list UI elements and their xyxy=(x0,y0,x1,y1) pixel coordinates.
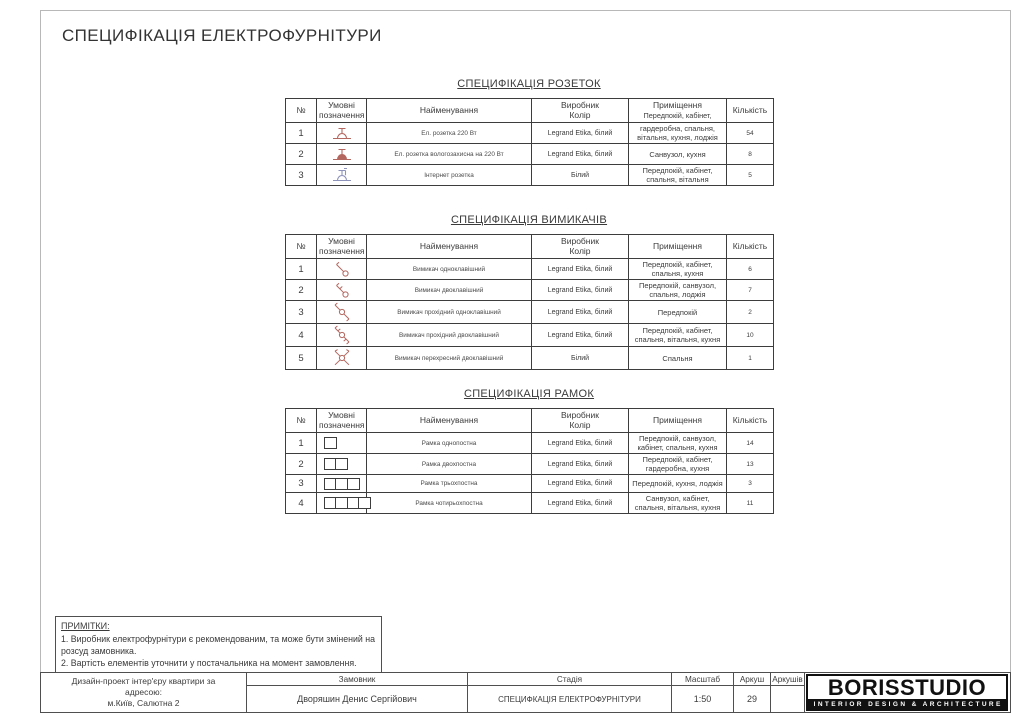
cell-rooms: Передпокій, санвузол, спальня, лоджія xyxy=(629,280,727,301)
cell-name: Вимикач одноклавішний xyxy=(367,259,532,280)
cell-num: 2 xyxy=(286,144,317,165)
col-header-symbol: Умовні позначення xyxy=(317,409,367,433)
sheet-number-label: Аркуш xyxy=(734,673,770,686)
cell-qty: 7 xyxy=(727,280,774,301)
rooms-label: Приміщення xyxy=(653,100,702,111)
cell-num: 1 xyxy=(286,433,317,454)
cell-name: Рамка двохпостна xyxy=(367,454,532,475)
sheets-total-cell xyxy=(771,673,805,712)
cell-maker: Legrand Etika, білий xyxy=(532,324,629,347)
col-header-qty: Кількість xyxy=(727,409,774,433)
cell-name: Ел. розетка 220 Вт xyxy=(367,123,532,144)
sheet-number-cell xyxy=(734,673,771,712)
cell-maker: Legrand Etika, білий xyxy=(532,123,629,144)
cell-symbol xyxy=(317,475,367,493)
table-row xyxy=(286,454,774,475)
cell-qty: 8 xyxy=(727,144,774,165)
cell-symbol xyxy=(317,454,367,475)
cell-maker: Legrand Etika, білий xyxy=(532,144,629,165)
note-item: 1. Виробник електрофурнітури є рекомендованим, та може бути змінений на розсуд замовника. xyxy=(61,633,375,656)
col-header-maker xyxy=(532,99,629,123)
client-cell xyxy=(247,673,468,712)
table-row xyxy=(286,123,774,144)
project-line: Дизайн-проект інтер'єру квартири за xyxy=(71,675,216,686)
frames-table xyxy=(285,408,774,514)
switch-2gang-icon xyxy=(330,281,354,299)
cell-qty: 3 xyxy=(727,475,774,493)
cell-maker: Legrand Etika, білий xyxy=(532,259,629,280)
title-block xyxy=(40,672,1011,713)
cell-rooms: Передпокій, кабінет, гардеробна, кухня xyxy=(629,454,727,475)
col-header-manufacturer: Виробник xyxy=(561,409,599,420)
page-title: СПЕЦИФІКАЦІЯ ЕЛЕКТРОФУРНІТУРИ xyxy=(62,26,382,45)
cell-num: 2 xyxy=(286,280,317,301)
socket-internet-icon xyxy=(330,166,354,184)
sheet-number-value: 29 xyxy=(746,694,757,704)
rooms-overflow-text: Передпокій, кабінет, xyxy=(643,111,712,121)
col-header-maker xyxy=(532,409,629,433)
frames-heading: СПЕЦИФІКАЦІЯ РАМОК xyxy=(463,388,595,400)
cell-num: 1 xyxy=(286,123,317,144)
frame-1post-icon xyxy=(319,437,364,449)
cell-rooms: Передпокій, кабінет, спальня, вітальня, кухня xyxy=(629,324,727,347)
table-row xyxy=(286,475,774,493)
frame-2post-icon xyxy=(319,458,364,470)
cell-name: Рамка трьохпостна xyxy=(367,475,532,493)
socket-waterproof-icon xyxy=(330,145,354,163)
table-row xyxy=(286,324,774,347)
cell-maker: Білий xyxy=(532,347,629,370)
switches-table xyxy=(285,234,774,370)
table-row xyxy=(286,280,774,301)
cell-num: 5 xyxy=(286,347,317,370)
cell-num: 3 xyxy=(286,475,317,493)
cell-symbol xyxy=(317,324,367,347)
sockets-section xyxy=(285,78,773,186)
cell-maker: Legrand Etika, білий xyxy=(532,433,629,454)
cell-rooms: гардеробна, спальня, вітальня, кухня, лоджія xyxy=(629,123,727,144)
sockets-table xyxy=(285,98,774,186)
col-header-name: Найменування xyxy=(367,99,532,123)
col-header-qty: Кількість xyxy=(727,235,774,259)
col-header-name: Найменування xyxy=(367,409,532,433)
cell-name: Вимикач прохідний двоклавішний xyxy=(367,324,532,347)
scale-value: 1:50 xyxy=(693,694,712,704)
cell-rooms: Передпокій, кабінет, спальня, кухня xyxy=(629,259,727,280)
cell-maker: Legrand Etika, білий xyxy=(532,493,629,514)
switch-cross-2gang-icon xyxy=(330,348,354,368)
col-header-manufacturer: Виробник xyxy=(561,235,599,246)
cell-rooms: Передпокій, кабінет, спальня, вітальня xyxy=(629,165,727,186)
notes-title: ПРИМІТКИ: xyxy=(61,621,110,631)
cell-rooms: Санвузол, кабінет, спальня, вітальня, кухня xyxy=(629,493,727,514)
cell-symbol xyxy=(317,165,367,186)
cell-maker: Legrand Etika, білий xyxy=(532,280,629,301)
sheets-total-value xyxy=(771,686,804,712)
table-row xyxy=(286,493,774,514)
cell-name: Ел. розетка вологозахисна на 220 Вт xyxy=(367,144,532,165)
cell-qty: 14 xyxy=(727,433,774,454)
cell-symbol xyxy=(317,259,367,280)
notes-box xyxy=(55,616,382,675)
table-row xyxy=(286,165,774,186)
cell-maker: Legrand Etika, білий xyxy=(532,454,629,475)
col-header-num: № xyxy=(286,235,317,259)
cell-maker: Legrand Etika, білий xyxy=(532,301,629,324)
project-line: м.Київ, Салютна 2 xyxy=(107,698,180,709)
col-header-symbol: Умовні позначення xyxy=(317,99,367,123)
note-item: 2. Вартість елементів уточнити у постачальника на момент замовлення. xyxy=(61,658,357,669)
cell-rooms: Спальня xyxy=(629,347,727,370)
cell-maker: Білий xyxy=(532,165,629,186)
logo-text: BORISSTUDIO xyxy=(827,674,987,700)
cell-rooms: Санвузол, кухня xyxy=(629,144,727,165)
client-label: Замовник xyxy=(247,673,467,686)
col-header-manufacturer: Виробник xyxy=(561,99,599,110)
project-cell xyxy=(41,673,247,712)
logo-subtitle: INTERIOR DESIGN & ARCHITECTURE xyxy=(808,699,1006,709)
col-header-rooms: Приміщення xyxy=(629,409,727,433)
col-header-rooms: Приміщення xyxy=(629,235,727,259)
cell-qty: 11 xyxy=(727,493,774,514)
col-header-maker xyxy=(532,235,629,259)
cell-name: Рамка однопостна xyxy=(367,433,532,454)
cell-symbol xyxy=(317,123,367,144)
col-header-rooms xyxy=(629,99,727,123)
table-row xyxy=(286,301,774,324)
cell-qty: 10 xyxy=(727,324,774,347)
table-row xyxy=(286,433,774,454)
cell-qty: 1 xyxy=(727,347,774,370)
stage-value: СПЕЦИФКАЦІЯ ЕЛЕКТРОФУРНІТУРИ xyxy=(498,694,641,704)
cell-rooms: Передпокій, кухня, лоджія xyxy=(629,475,727,493)
cell-maker: Legrand Etika, білий xyxy=(532,475,629,493)
scale-cell xyxy=(672,673,734,712)
socket-220-icon xyxy=(330,124,354,142)
cell-name: Рамка чотирьохпостна xyxy=(367,493,532,514)
borisstudio-logo xyxy=(806,674,1008,711)
cell-num: 3 xyxy=(286,165,317,186)
cell-symbol xyxy=(317,280,367,301)
cell-symbol xyxy=(317,433,367,454)
col-header-color: Колір xyxy=(569,419,591,430)
frames-header-row xyxy=(286,409,774,433)
sheets-total-label: Аркушів xyxy=(771,673,804,686)
cell-qty: 13 xyxy=(727,454,774,475)
cell-rooms: Передпокій, санвузол, кабінет, спальня, кухня xyxy=(629,433,727,454)
col-header-symbol: Умовні позначення xyxy=(317,235,367,259)
cell-symbol xyxy=(317,301,367,324)
cell-qty: 2 xyxy=(727,301,774,324)
client-value: Дворяшин Денис Сергійович xyxy=(297,694,417,704)
cell-symbol xyxy=(317,347,367,370)
switch-pass-1gang-icon xyxy=(330,302,354,322)
switches-heading: СПЕЦИФІКАЦІЯ ВИМИКАЧІВ xyxy=(450,214,608,226)
col-header-color: Колір xyxy=(569,245,591,256)
scale-label: Масштаб xyxy=(672,673,733,686)
cell-name: Інтернет розетка xyxy=(367,165,532,186)
cell-symbol xyxy=(317,493,367,514)
cell-name: Вимикач двоклавішний xyxy=(367,280,532,301)
cell-qty: 6 xyxy=(727,259,774,280)
cell-num: 4 xyxy=(286,493,317,514)
cell-name: Вимикач перехресний двоклавішний xyxy=(367,347,532,370)
logo-cell xyxy=(805,673,1010,712)
sockets-heading: СПЕЦИФІКАЦІЯ РОЗЕТОК xyxy=(457,78,601,90)
frames-section xyxy=(285,388,773,514)
cell-qty: 5 xyxy=(727,165,774,186)
cell-num: 1 xyxy=(286,259,317,280)
cell-num: 2 xyxy=(286,454,317,475)
switch-pass-2gang-icon xyxy=(330,325,354,345)
cell-qty: 54 xyxy=(727,123,774,144)
col-header-qty: Кількість xyxy=(727,99,774,123)
cell-num: 4 xyxy=(286,324,317,347)
col-header-color: Колір xyxy=(569,109,591,120)
table-row xyxy=(286,347,774,370)
frame-3post-icon xyxy=(319,478,364,490)
frame-4post-icon xyxy=(319,497,364,509)
col-header-num: № xyxy=(286,99,317,123)
cell-symbol xyxy=(317,144,367,165)
cell-num: 3 xyxy=(286,301,317,324)
sockets-header-row xyxy=(286,99,774,123)
project-line: адресою: xyxy=(125,686,162,697)
stage-label: Стадія xyxy=(468,673,671,686)
table-row xyxy=(286,144,774,165)
cell-name: Вимикач прохідний одноклавішний xyxy=(367,301,532,324)
switches-section xyxy=(285,214,773,370)
switch-1gang-icon xyxy=(330,260,354,278)
stage-cell xyxy=(468,673,672,712)
col-header-name: Найменування xyxy=(367,235,532,259)
col-header-num: № xyxy=(286,409,317,433)
switches-header-row xyxy=(286,235,774,259)
cell-rooms: Передпокій xyxy=(629,301,727,324)
table-row xyxy=(286,259,774,280)
